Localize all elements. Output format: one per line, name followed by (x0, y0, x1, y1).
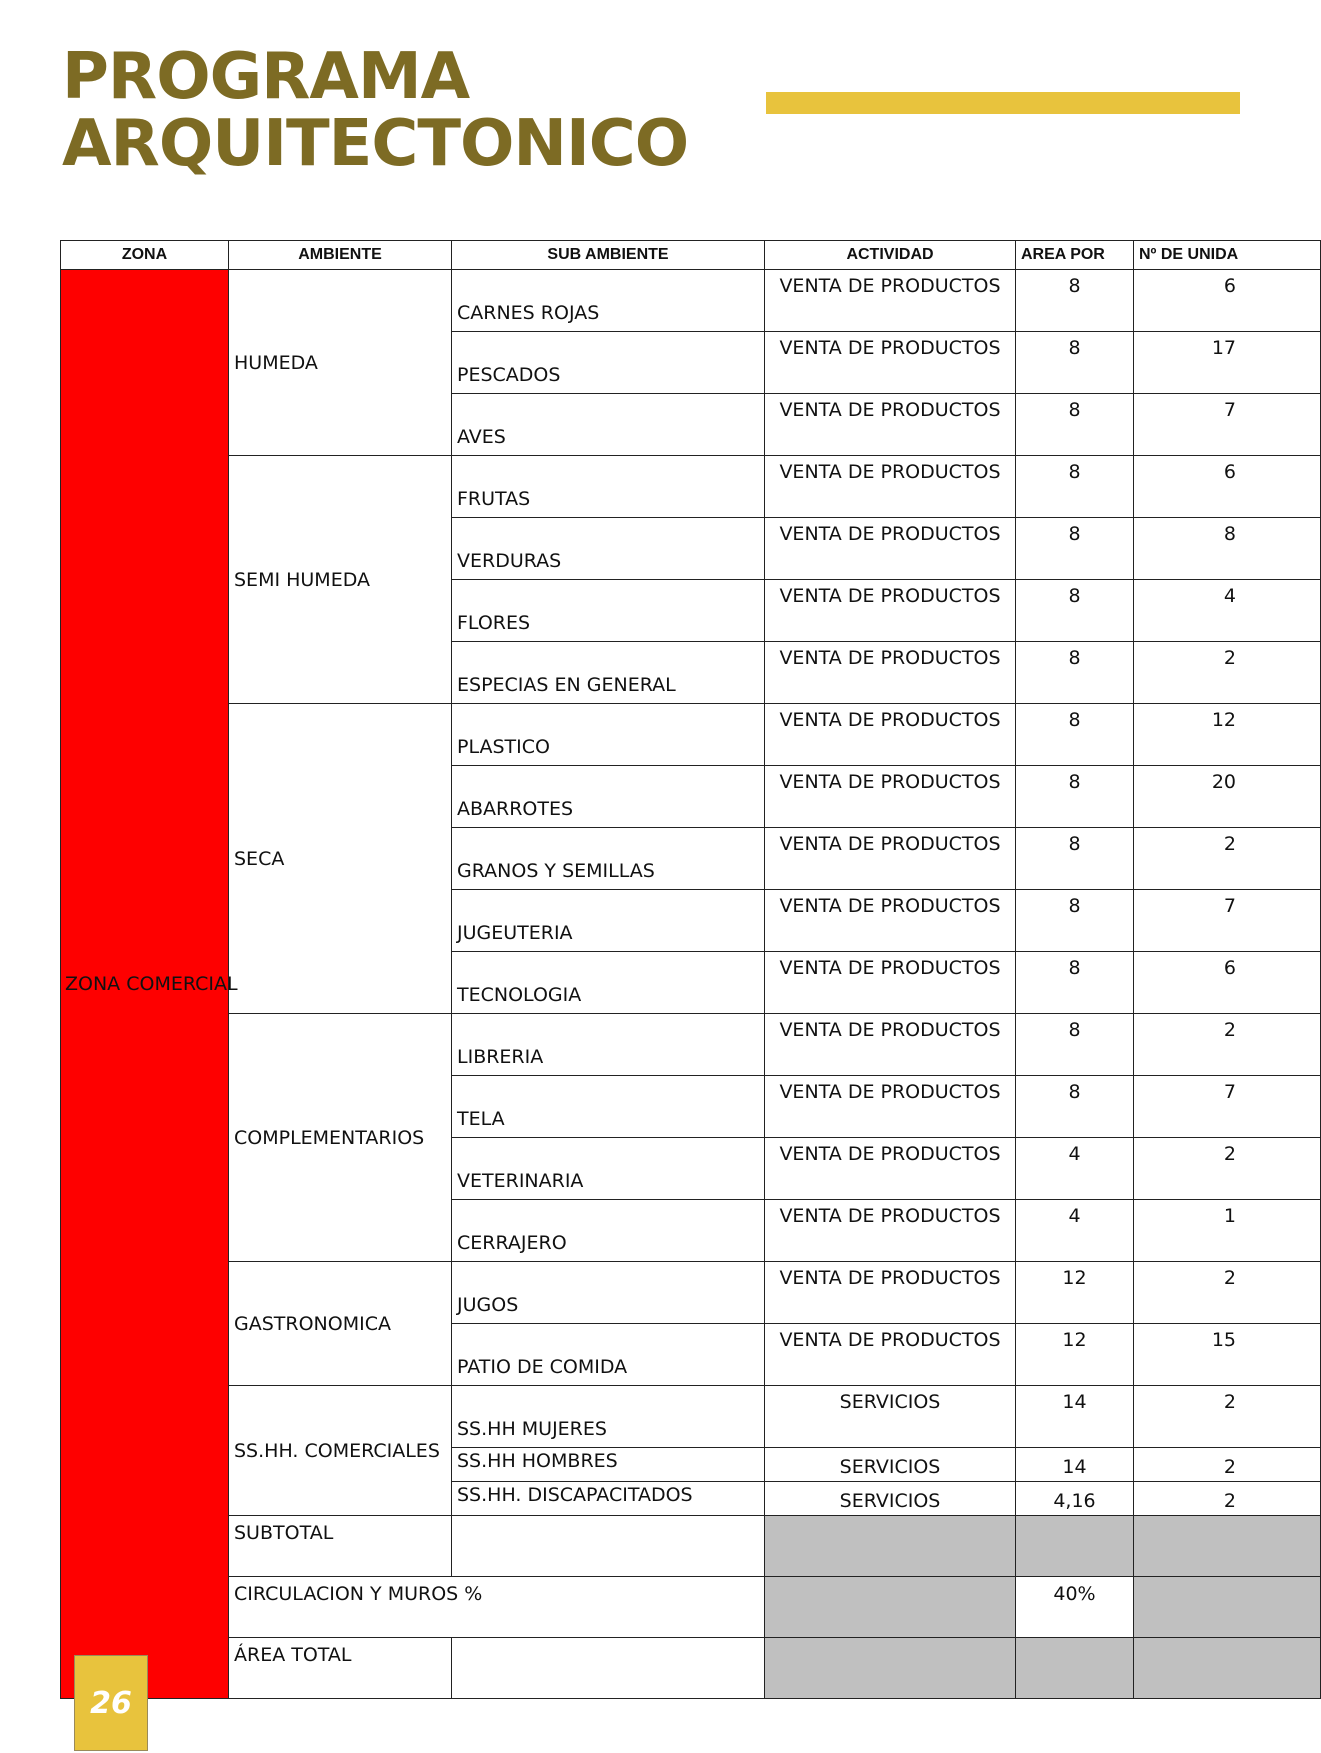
table-row (61, 270, 1321, 332)
units-cell: 2 (1134, 1138, 1321, 1200)
actividad-cell: VENTA DE PRODUCTOS (765, 1076, 1016, 1138)
sub-ambiente-cell: SS.HH HOMBRES (452, 1448, 765, 1482)
area-cell: 14 (1016, 1448, 1134, 1482)
subtotal-row (61, 1516, 1321, 1577)
zona-cell: ZONA COMERCIAL (61, 270, 229, 1699)
units-cell: 2 (1134, 642, 1321, 704)
area-cell: 8 (1016, 828, 1134, 890)
sub-ambiente-cell: ABARROTES (452, 766, 765, 828)
subtotal-grey-cell (765, 1516, 1016, 1577)
sub-ambiente-cell: JUGOS (452, 1262, 765, 1324)
ambiente-semi-humeda: SEMI HUMEDA (229, 456, 452, 704)
area-cell: 8 (1016, 952, 1134, 1014)
subtotal-units-cell (1134, 1516, 1321, 1577)
ambiente-complementarios: COMPLEMENTARIOS (229, 1014, 452, 1262)
sub-ambiente-cell: GRANOS Y SEMILLAS (452, 828, 765, 890)
page-title (62, 40, 689, 181)
actividad-cell: VENTA DE PRODUCTOS (765, 890, 1016, 952)
actividad-cell: VENTA DE PRODUCTOS (765, 1262, 1016, 1324)
sub-ambiente-cell: SS.HH MUJERES (452, 1386, 765, 1448)
area-cell: 8 (1016, 642, 1134, 704)
subtotal-empty-cell (452, 1516, 765, 1577)
header-zona: ZONA (61, 241, 229, 270)
sub-ambiente-cell: PATIO DE COMIDA (452, 1324, 765, 1386)
units-cell: 1 (1134, 1200, 1321, 1262)
area-cell: 8 (1016, 332, 1134, 394)
units-cell: 6 (1134, 270, 1321, 332)
units-cell: 2 (1134, 1262, 1321, 1324)
units-cell: 4 (1134, 580, 1321, 642)
page-number: 26 (74, 1655, 148, 1751)
units-cell: 2 (1134, 828, 1321, 890)
subtotal-label: SUBTOTAL (229, 1516, 452, 1577)
program-table-container (60, 240, 1240, 1666)
area-cell: 8 (1016, 518, 1134, 580)
table-row (61, 1262, 1321, 1324)
actividad-cell: VENTA DE PRODUCTOS (765, 952, 1016, 1014)
area-cell: 4,16 (1016, 1482, 1134, 1516)
area-cell: 8 (1016, 394, 1134, 456)
sub-ambiente-cell: VERDURAS (452, 518, 765, 580)
sub-ambiente-cell: PLASTICO (452, 704, 765, 766)
area-cell: 8 (1016, 1014, 1134, 1076)
sub-ambiente-cell: FLORES (452, 580, 765, 642)
area-total-empty-cell (452, 1638, 765, 1699)
table-row (61, 1014, 1321, 1076)
circulacion-label: CIRCULACION Y MUROS % (229, 1577, 765, 1638)
actividad-cell: VENTA DE PRODUCTOS (765, 1200, 1016, 1262)
units-cell: 2 (1134, 1014, 1321, 1076)
header-actividad: ACTIVIDAD (765, 241, 1016, 270)
table-row (61, 704, 1321, 766)
area-cell: 8 (1016, 270, 1134, 332)
sub-ambiente-cell: LIBRERIA (452, 1014, 765, 1076)
area-cell: 8 (1016, 456, 1134, 518)
area-cell: 12 (1016, 1324, 1134, 1386)
circulacion-units-cell (1134, 1577, 1321, 1638)
ambiente-sshh-comerciales: SS.HH. COMERCIALES (229, 1386, 452, 1516)
sub-ambiente-cell: FRUTAS (452, 456, 765, 518)
actividad-cell: VENTA DE PRODUCTOS (765, 456, 1016, 518)
units-cell: 2 (1134, 1386, 1321, 1448)
area-total-grey-cell (765, 1638, 1016, 1699)
area-cell: 8 (1016, 704, 1134, 766)
actividad-cell: SERVICIOS (765, 1448, 1016, 1482)
table-row (61, 456, 1321, 518)
units-cell: 8 (1134, 518, 1321, 580)
area-total-units-cell (1134, 1638, 1321, 1699)
ambiente-gastronomica: GASTRONOMICA (229, 1262, 452, 1386)
accent-bar (766, 92, 1240, 114)
circulacion-row (61, 1577, 1321, 1638)
table-row (61, 1386, 1321, 1448)
units-cell: 12 (1134, 704, 1321, 766)
sub-ambiente-cell: ESPECIAS EN GENERAL (452, 642, 765, 704)
area-total-area-cell (1016, 1638, 1134, 1699)
units-cell: 6 (1134, 952, 1321, 1014)
sub-ambiente-cell: TECNOLOGIA (452, 952, 765, 1014)
area-cell: 8 (1016, 890, 1134, 952)
actividad-cell: VENTA DE PRODUCTOS (765, 1014, 1016, 1076)
area-cell: 4 (1016, 1200, 1134, 1262)
units-cell: 2 (1134, 1448, 1321, 1482)
actividad-cell: SERVICIOS (765, 1386, 1016, 1448)
actividad-cell: SERVICIOS (765, 1482, 1016, 1516)
area-cell: 8 (1016, 1076, 1134, 1138)
units-cell: 7 (1134, 394, 1321, 456)
header-ambiente: AMBIENTE (229, 241, 452, 270)
sub-ambiente-cell: TELA (452, 1076, 765, 1138)
area-cell: 8 (1016, 766, 1134, 828)
units-cell: 20 (1134, 766, 1321, 828)
actividad-cell: VENTA DE PRODUCTOS (765, 642, 1016, 704)
area-cell: 14 (1016, 1386, 1134, 1448)
sub-ambiente-cell: SS.HH. DISCAPACITADOS (452, 1482, 765, 1516)
actividad-cell: VENTA DE PRODUCTOS (765, 518, 1016, 580)
units-cell: 7 (1134, 1076, 1321, 1138)
header-area-por: AREA POR (1016, 241, 1134, 270)
area-cell: 8 (1016, 580, 1134, 642)
header-unidades: Nº DE UNIDA (1134, 241, 1321, 270)
actividad-cell: VENTA DE PRODUCTOS (765, 394, 1016, 456)
circulacion-grey-cell (765, 1577, 1016, 1638)
header-sub-ambiente: SUB AMBIENTE (452, 241, 765, 270)
area-total-label: ÁREA TOTAL (229, 1638, 452, 1699)
page-title-line-2: ARQUITECTONICO (62, 107, 689, 181)
actividad-cell: VENTA DE PRODUCTOS (765, 828, 1016, 890)
table-header-row (61, 241, 1321, 270)
ambiente-seca: SECA (229, 704, 452, 1014)
area-total-row (61, 1638, 1321, 1699)
sub-ambiente-cell: VETERINARIA (452, 1138, 765, 1200)
actividad-cell: VENTA DE PRODUCTOS (765, 766, 1016, 828)
units-cell: 7 (1134, 890, 1321, 952)
actividad-cell: VENTA DE PRODUCTOS (765, 1138, 1016, 1200)
sub-ambiente-cell: PESCADOS (452, 332, 765, 394)
sub-ambiente-cell: CERRAJERO (452, 1200, 765, 1262)
actividad-cell: VENTA DE PRODUCTOS (765, 270, 1016, 332)
actividad-cell: VENTA DE PRODUCTOS (765, 332, 1016, 394)
sub-ambiente-cell: JUGEUTERIA (452, 890, 765, 952)
sub-ambiente-cell: AVES (452, 394, 765, 456)
sub-ambiente-cell: CARNES ROJAS (452, 270, 765, 332)
area-cell: 12 (1016, 1262, 1134, 1324)
actividad-cell: VENTA DE PRODUCTOS (765, 580, 1016, 642)
area-cell: 4 (1016, 1138, 1134, 1200)
actividad-cell: VENTA DE PRODUCTOS (765, 1324, 1016, 1386)
program-table (60, 240, 1321, 1699)
units-cell: 2 (1134, 1482, 1321, 1516)
units-cell: 6 (1134, 456, 1321, 518)
units-cell: 17 (1134, 332, 1321, 394)
page-title-line-1: PROGRAMA (62, 40, 470, 114)
ambiente-humeda: HUMEDA (229, 270, 452, 456)
units-cell: 15 (1134, 1324, 1321, 1386)
actividad-cell: VENTA DE PRODUCTOS (765, 704, 1016, 766)
subtotal-area-cell (1016, 1516, 1134, 1577)
circulacion-percent: 40% (1016, 1577, 1134, 1638)
